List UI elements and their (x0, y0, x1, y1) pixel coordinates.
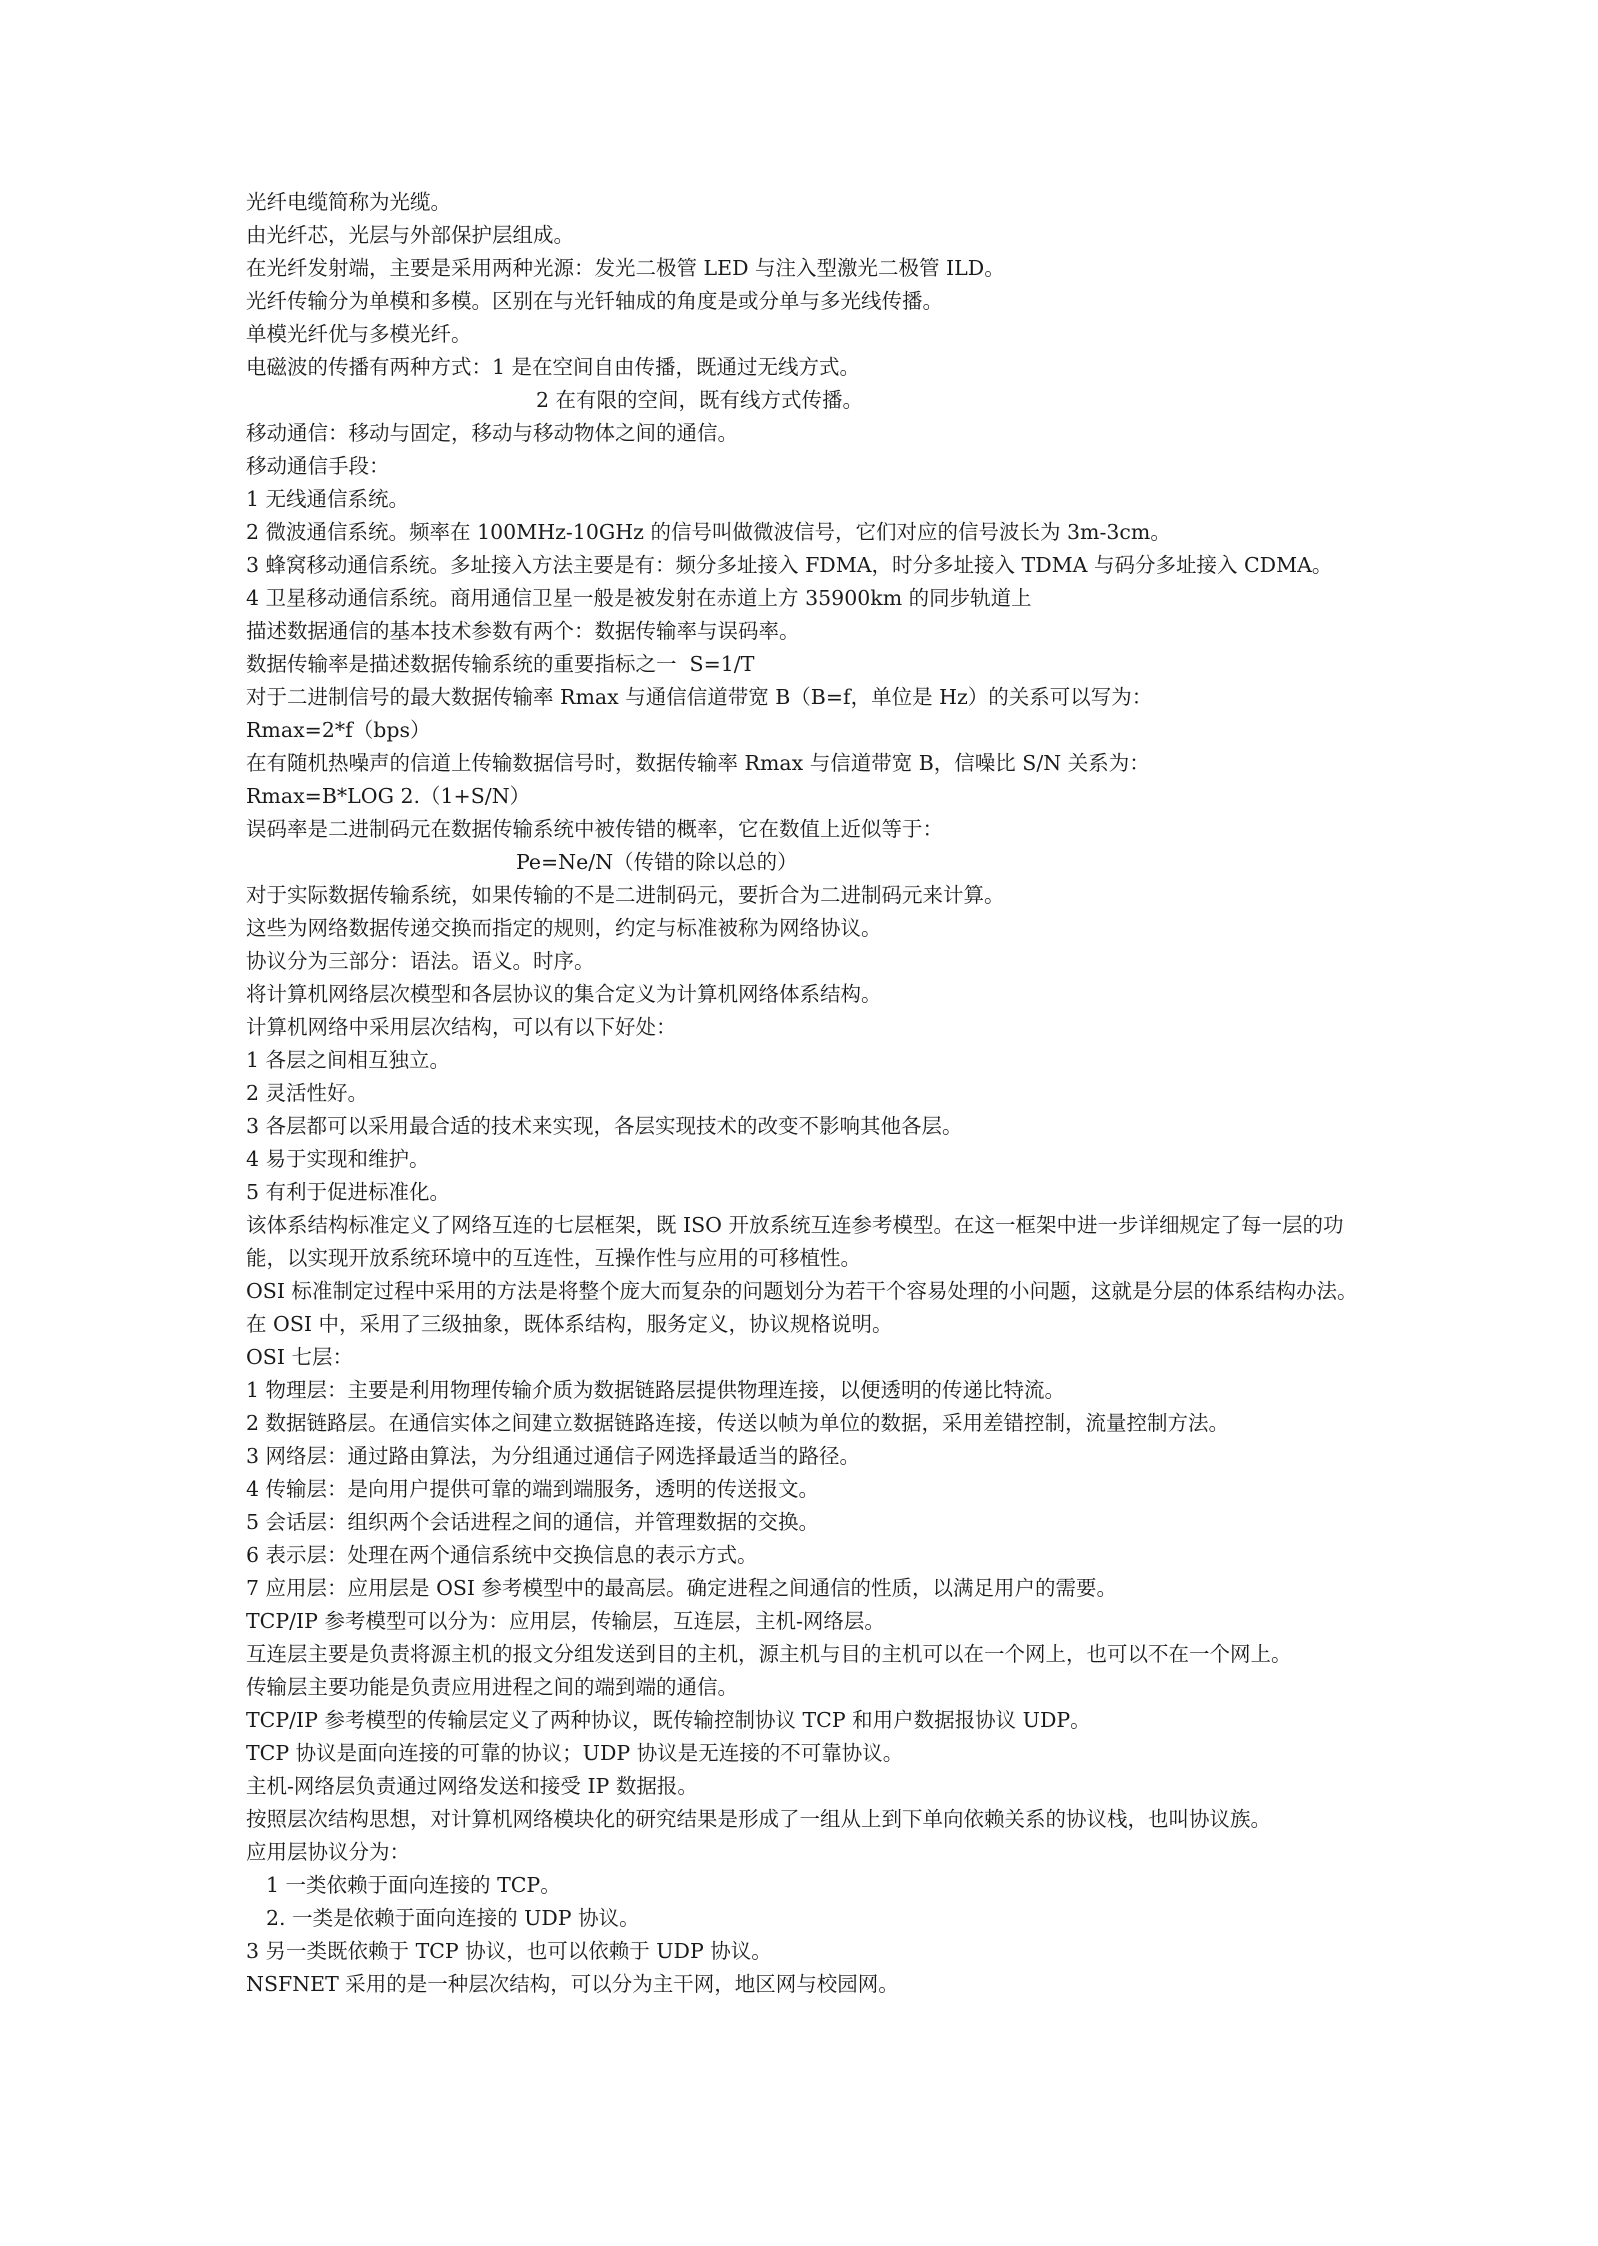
text-line: 5 有利于促进标准化。 (246, 1180, 451, 1204)
text-line: 2 数据链路层。在通信实体之间建立数据链路连接，传送以帧为单位的数据，采用差错控制，流量控制方法。 (246, 1411, 1230, 1435)
text-line: 移动通信手段： (246, 454, 390, 478)
text-line: 3 各层都可以采用最合适的技术来实现，各层实现技术的改变不影响其他各层。 (246, 1114, 963, 1138)
text-line: 3 蜂窝移动通信系统。多址接入方法主要是有：频分多址接入 FDMA，时分多址接入 TDMA 与码分多址接入 CDMA。 (246, 553, 1333, 577)
text-line: TCP/IP 参考模型可以分为：应用层，传输层，互连层，主机-网络层。 (246, 1609, 885, 1633)
text-line: 光纤电缆简称为光缆。 (246, 190, 451, 214)
text-line: 应用层协议分为： (246, 1840, 410, 1864)
text-line: 互连层主要是负责将源主机的报文分组发送到目的主机，源主机与目的主机可以在一个网上，也可以不在一个网上。 (246, 1642, 1292, 1666)
text-line: 这些为网络数据传递交换而指定的规则，约定与标准被称为网络协议。 (246, 916, 882, 940)
text-line: 2 在有限的空间，既有线方式传播。 (536, 388, 864, 412)
text-line: 1 物理层：主要是利用物理传输介质为数据链路层提供物理连接，以便透明的传递比特流。 (246, 1378, 1066, 1402)
text-line: 2. 一类是依赖于面向连接的 UDP 协议。 (266, 1906, 640, 1930)
text-line: 主机-网络层负责通过网络发送和接受 IP 数据报。 (246, 1774, 698, 1798)
text-line: 4 卫星移动通信系统。商用通信卫星一般是被发射在赤道上方 35900km 的同步轨道上 (246, 586, 1032, 610)
text-line: OSI 标准制定过程中采用的方法是将整个庞大而复杂的问题划分为若干个容易处理的小问题，这就是分层的体系结构办法。在 OSI 中，采用了三级抽象，既体系结构，服务定义，协议规格说明。 (246, 1279, 1358, 1336)
text-line: 该体系结构标准定义了网络互连的七层框架，既 ISO 开放系统互连参考模型。在这一框架中进一步详细规定了每一层的功能，以实现开放系统环境中的互连性，互操作性与应用的可移植性。 (246, 1213, 1344, 1270)
text-line: 对于二进制信号的最大数据传输率 Rmax 与通信信道带宽 B（B=f，单位是 Hz）的关系可以写为： (246, 685, 1153, 709)
text-line: 按照层次结构思想，对计算机网络模块化的研究结果是形成了一组从上到下单向依赖关系的协议栈，也叫协议族。 (246, 1807, 1271, 1831)
text-line: 6 表示层：处理在两个通信系统中交换信息的表示方式。 (246, 1543, 758, 1567)
text-line: 4 易于实现和维护。 (246, 1147, 430, 1171)
document-page (246, 186, 1366, 2001)
text-line: 3 网络层：通过路由算法，为分组通过通信子网选择最适当的路径。 (246, 1444, 861, 1468)
text-line: 协议分为三部分：语法。语义。时序。 (246, 949, 595, 973)
text-line: 5 会话层：组织两个会话进程之间的通信，并管理数据的交换。 (246, 1510, 820, 1534)
text-line: OSI 七层： (246, 1345, 353, 1369)
text-line: 由光纤芯，光层与外部保护层组成。 (246, 223, 574, 247)
text-line: NSFNET 采用的是一种层次结构，可以分为主干网，地区网与校园网。 (246, 1972, 899, 1996)
text-line: 将计算机网络层次模型和各层协议的集合定义为计算机网络体系结构。 (246, 982, 882, 1006)
text-line: TCP 协议是面向连接的可靠的协议；UDP 协议是无连接的不可靠协议。 (246, 1741, 904, 1765)
text-line: 2 灵活性好。 (246, 1081, 369, 1105)
text-line: 误码率是二进制码元在数据传输系统中被传错的概率，它在数值上近似等于： (246, 817, 943, 841)
text-line: 2 微波通信系统。频率在 100MHz-10GHz 的信号叫做微波信号，它们对应的信号波长为 3m-3cm。 (246, 520, 1171, 544)
text-line: 3 另一类既依赖于 TCP 协议，也可以依赖于 UDP 协议。 (246, 1939, 772, 1963)
text-line: 数据传输率是描述数据传输系统的重要指标之一 S=1/T (246, 652, 755, 676)
text-line: 1 各层之间相互独立。 (246, 1048, 451, 1072)
text-line: 对于实际数据传输系统，如果传输的不是二进制码元，要折合为二进制码元来计算。 (246, 883, 1005, 907)
text-line: 计算机网络中采用层次结构，可以有以下好处： (246, 1015, 677, 1039)
text-line: 在光纤发射端，主要是采用两种光源：发光二极管 LED 与注入型激光二极管 ILD。 (246, 256, 1005, 280)
text-line: 4 传输层：是向用户提供可靠的端到端服务，透明的传送报文。 (246, 1477, 820, 1501)
text-line: 单模光纤优与多模光纤。 (246, 322, 472, 346)
text-line: Pe=Ne/N（传错的除以总的） (516, 850, 798, 874)
text-line: 1 无线通信系统。 (246, 487, 410, 511)
text-line: 传输层主要功能是负责应用进程之间的端到端的通信。 (246, 1675, 738, 1699)
text-line: Rmax=2*f（bps） (246, 718, 431, 742)
text-line: 电磁波的传播有两种方式：1 是在空间自由传播，既通过无线方式。 (246, 355, 861, 379)
text-line: 移动通信：移动与固定，移动与移动物体之间的通信。 (246, 421, 738, 445)
text-line: 光纤传输分为单模和多模。区别在与光钎轴成的角度是或分单与多光线传播。 (246, 289, 943, 313)
text-line: 1 一类依赖于面向连接的 TCP。 (266, 1873, 561, 1897)
text-line: 描述数据通信的基本技术参数有两个：数据传输率与误码率。 (246, 619, 800, 643)
text-line: Rmax=B*LOG 2.（1+S/N） (246, 784, 531, 808)
text-line: 7 应用层：应用层是 OSI 参考模型中的最高层。确定进程之间通信的性质，以满足用户的需要。 (246, 1576, 1118, 1600)
text-line: TCP/IP 参考模型的传输层定义了两种协议，既传输控制协议 TCP 和用户数据报协议 UDP。 (246, 1708, 1091, 1732)
text-line: 在有随机热噪声的信道上传输数据信号时，数据传输率 Rmax 与信道带宽 B，信噪比 S/N 关系为： (246, 751, 1150, 775)
